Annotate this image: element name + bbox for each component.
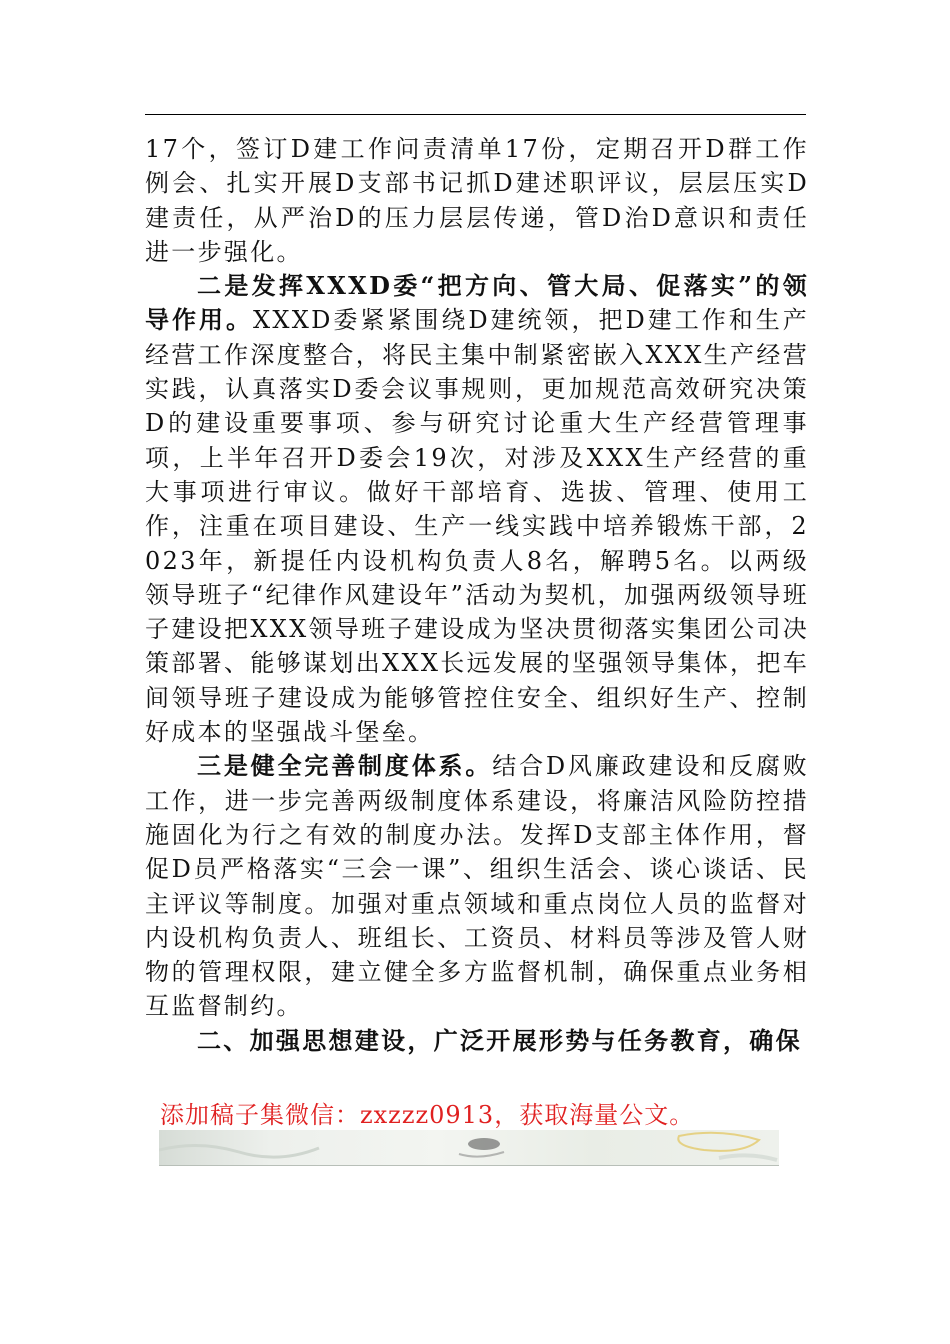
paragraph-1-text: 17个，签订D建工作问责清单17份，定期召开D群工作例会、扎实开展D支部书记抓D建述职评议，层层压实D建责任，从严治D的压力层层传递，管D治D意识和责任进一步强化。 bbox=[145, 135, 809, 266]
section-heading: 二、加强思想建设，广泛开展形势与任务教育，确保 bbox=[197, 1025, 802, 1055]
paragraph-2-lead: 二是发挥XXXD委“把方向、管大局、促落实”的领导作用。 bbox=[145, 271, 809, 335]
paragraph-3-text: 结合D风廉政建设和反腐败工作，进一步完善两级制度体系建设，将廉洁风险防控措施固化为行之有效的制度办法。发挥D支部主体作用，督促D员严格落实“三会一课”、组织生活会、谈心谈话、民主评议等制度。加强对重点领域和重点岗位人员的监督对内设机构负责人、班组长、工资员、材料员等涉及管人财物的管理权限，建立健全多方监督机制，确保重点业务相互监督制约。 bbox=[145, 752, 809, 1021]
footer-ad-text: 添加稿子集微信：zxzzz0913，获取海量公文。 bbox=[160, 1101, 695, 1129]
paragraph-2 bbox=[145, 269, 809, 749]
banner-decoration-icon bbox=[159, 1130, 779, 1165]
footer-banner-image bbox=[159, 1130, 779, 1166]
document-body bbox=[145, 132, 809, 1058]
paragraph-3-lead: 三是健全完善制度体系。 bbox=[197, 751, 493, 781]
header-rule bbox=[145, 114, 806, 115]
paragraph-2-text: XXXD委紧紧围绕D建统领，把D建工作和生产经营工作深度整合，将民主集中制紧密嵌入XXX生产经营实践，认真落实D委会议事规则，更加规范高效研究决策D的建设重要事项、参与研究讨论重大生产经营管理事项，上半年召开D委会19次，对涉及XXX生产经营的重大事项进行审议。做好干部培育、选拔、管理、使用工作，注重在项目建设、生产一线实践中培养锻炼干部，2023年，新提任内设机构负责人8名，解聘5名。以两级领导班子“纪律作风建设年”活动为契机，加强两级领导班子建设把XXX领导班子建设成为坚决贯彻落实集团公司决策部署、能够谋划出XXX长远发展的坚强领导集体，把车间领导班子建设成为能够管控住安全、组织好生产、控制好成本的坚强战斗堡垒。 bbox=[145, 306, 809, 747]
paragraph-3 bbox=[145, 749, 809, 1023]
paragraph-1 bbox=[145, 132, 809, 269]
